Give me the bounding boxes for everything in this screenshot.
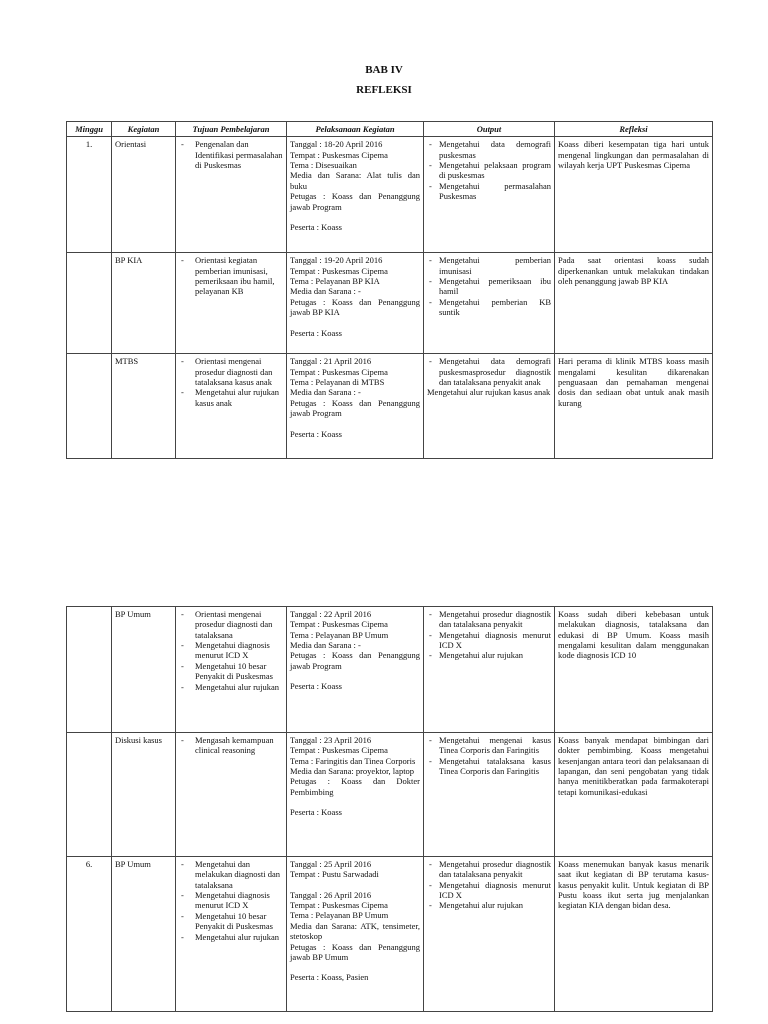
execution-line: Tempat : Puskesmas Cipema	[290, 619, 388, 630]
table-row	[67, 354, 713, 459]
goals-cell	[176, 857, 287, 1012]
reflection-cell: Koass menemukan banyak kasus menarik saat ikut kegiatan di BP terutama kasus-kasus penyakit kulit. Untuk kegiatan di BP Pustu koass ikut serta jug menjalankan kegiatan KIA dengan bidan desa.	[555, 857, 713, 1012]
execution-line: Peserta : Koass	[290, 428, 342, 439]
output-cell	[424, 857, 555, 1012]
execution-line: Tanggal : 25 April 2016	[290, 859, 372, 869]
activity-cell: BP Umum	[112, 607, 176, 733]
header-week: Minggu	[67, 122, 112, 137]
execution-line: Tanggal : 23 April 2016	[290, 735, 372, 745]
reflection-cell: Koass sudah diberi kebebasan untuk melakukan diagnosis, tatalaksana dan edukasi di BP Umum. Koass masih mengalami kesulitan dalam menggunakan kode diagnosis ICD 10	[555, 607, 713, 733]
output-item: - Mengetahui diagnosis menurut ICD X	[427, 630, 551, 651]
activity-cell: MTBS	[112, 354, 176, 459]
execution-line: Peserta : Koass	[290, 221, 342, 232]
goals-cell	[176, 253, 287, 354]
goal-item: - Mengetahui 10 besar Penyakit di Puskesmas	[179, 661, 283, 682]
goal-item: - Mengetahui diagnosis menurut ICD X	[179, 890, 283, 911]
output-cell	[424, 137, 555, 253]
goal-item: - Mengetahui 10 besar Penyakit di Puskesmas	[179, 911, 283, 932]
execution-line: Media dan Sarana: ATK, tensimeter, stetoskop	[290, 920, 420, 942]
execution-cell	[287, 607, 424, 733]
goal-item: - Orientasi mengenai prosedur diagnosti dan tatalaksana kasus anak	[179, 356, 283, 387]
table-header-row	[67, 122, 713, 137]
table-row	[67, 857, 713, 1012]
table-row	[67, 253, 713, 354]
header-execution: Pelaksanaan Kegiatan	[287, 122, 424, 137]
output-item: - Mengetahui pemberian imunisasi	[427, 255, 551, 276]
header-output: Output	[424, 122, 555, 137]
execution-line: Tempat : Puskesmas Cipema	[290, 366, 388, 377]
execution-line: Tanggal : 18-20 April 2016	[290, 139, 383, 150]
goal-item: - Mengetahui alur rujukan kasus anak	[179, 387, 283, 408]
header-goals: Tujuan Pembelajaran	[176, 122, 287, 137]
execution-line: Media dan Sarana: proyektor, laptop	[290, 766, 415, 777]
chapter-subtitle: REFLEKSI	[356, 84, 412, 96]
reflection-cell: Koass diberi kesempatan tiga hari untuk mengenal lingkungan dan permasalahan di wilayah kerja UPT Puskesmas Cipema	[555, 137, 713, 253]
execution-cell	[287, 253, 424, 354]
goals-cell	[176, 354, 287, 459]
week-cell	[67, 354, 112, 459]
goal-item: - Mengasah kemampuan clinical reasoning	[179, 735, 283, 756]
goals-cell	[176, 733, 287, 857]
reflection-cell: Hari perama di klinik MTBS koass masih mengalami kesulitan dikarenakan penguasaan dan pemahaman mengenai dosis dan sediaan obat untuk anak masih kurang	[555, 354, 713, 459]
execution-line: Peserta : Koass	[290, 327, 342, 338]
execution-line: Media dan Sarana : -	[290, 387, 361, 398]
goal-item: - Mengetahui dan melakukan diagnosti dan tatalaksana	[179, 859, 283, 890]
execution-cell	[287, 354, 424, 459]
goal-item: - Orientasi mengenai prosedur diagnosti dan tatalaksana	[179, 609, 283, 640]
week-cell	[67, 607, 112, 733]
table-row	[67, 733, 713, 857]
execution-line: Tema : Pelayanan BP Umum	[290, 910, 389, 921]
output-list	[427, 356, 551, 387]
execution-line: Petugas : Koass dan Penanggung jawab Program	[290, 397, 420, 419]
output-cell	[424, 607, 555, 733]
execution-line: Tempat : Puskesmas Cipema	[290, 149, 388, 160]
execution-line: Petugas : Koass dan Penanggung jawab Program	[290, 191, 420, 212]
reflection-cell: Pada saat orientasi koass sudah diperkenankan untuk melakukan tindakan oleh penanggung jawab BP KIA	[555, 253, 713, 354]
execution-line: Tempat : Puskesmas Cipema	[290, 900, 388, 911]
output-list	[427, 139, 551, 201]
header-reflection: Refleksi	[555, 122, 713, 137]
execution-line: Media dan Sarana: Alat tulis dan buku	[290, 170, 420, 191]
execution-line: Tema : Pelayanan BP KIA	[290, 276, 380, 287]
output-item: - Mengetahui mengenai kasus Tinea Corporis dan Faringitis	[427, 735, 551, 756]
activity-cell: BP Umum	[112, 857, 176, 1012]
execution-cell	[287, 733, 424, 857]
goals-cell	[176, 137, 287, 253]
execution-line: Peserta : Koass, Pasien	[290, 972, 369, 983]
goals-cell	[176, 607, 287, 733]
output-item: - Mengetahui alur rujukan	[427, 900, 551, 910]
execution-line: Petugas : Koass dan Dokter Pembimbing	[290, 776, 420, 797]
output-item: - Mengetahui tatalaksana kasus Tinea Corporis dan Faringitis	[427, 756, 551, 777]
output-cell	[424, 733, 555, 857]
table-row	[67, 137, 713, 253]
table-row	[67, 607, 713, 733]
week-cell	[67, 733, 112, 857]
reflection-table-part-1	[66, 121, 713, 459]
execution-line: Tema : Faringitis dan Tinea Corporis	[290, 755, 416, 766]
activity-cell: Diskusi kasus	[112, 733, 176, 857]
output-item: - Mengetahui pemberian KB suntik	[427, 297, 551, 318]
execution-cell	[287, 137, 424, 253]
output-item: - Mengetahui permasalahan Puskesmas	[427, 181, 551, 202]
execution-line: Peserta : Koass	[290, 681, 342, 692]
header-activity: Kegiatan	[112, 122, 176, 137]
execution-line: Petugas : Koass dan Penanggung jawab BP KIA	[290, 296, 420, 318]
execution-line: Tanggal : 21 April 2016	[290, 356, 372, 367]
chapter-title: BAB IV	[365, 64, 403, 76]
goals-list	[179, 609, 283, 692]
goal-item: - Pengenalan dan Identifikasi permasalahan di Puskesmas	[179, 139, 283, 170]
activity-cell: BP KIA	[112, 253, 176, 354]
output-cell	[424, 354, 555, 459]
goals-list	[179, 255, 283, 296]
week-cell: 1.	[67, 137, 112, 253]
execution-line: Tema : Pelayanan di MTBS	[290, 377, 385, 388]
output-item: - Mengetahui data demografi puskesmas	[427, 139, 551, 160]
goal-item: - Orientasi kegiatan pemberian imunisasi, pemeriksaan ibu hamil, pelayanan KB	[179, 255, 283, 296]
execution-line: Petugas : Koass dan Penanggung jawab BP Umum	[290, 941, 420, 962]
output-list	[427, 735, 551, 776]
execution-line: Tanggal : 19-20 April 2016	[290, 255, 383, 266]
output-item: - Mengetahui pelaksaan program di puskesmas	[427, 160, 551, 181]
execution-line: Tema : Disesuaikan	[290, 160, 357, 171]
execution-line: Tempat : Puskesmas Cipema	[290, 265, 388, 276]
execution-line: Tanggal : 22 April 2016	[290, 609, 372, 619]
execution-line: Petugas : Koass dan Penanggung jawab Program	[290, 650, 420, 671]
execution-line: Media dan Sarana : -	[290, 286, 361, 297]
week-cell: 6.	[67, 857, 112, 1012]
output-list	[427, 255, 551, 317]
execution-line: Media dan Sarana : -	[290, 640, 361, 651]
output-item: - Mengetahui diagnosis menurut ICD X	[427, 880, 551, 901]
output-note: Mengetahui alur rujukan kasus anak	[427, 387, 551, 398]
reflection-cell: Koass banyak mendapat bimbingan dari dokter pembimbing. Koass mengetahui kesenjangan antara teori dan pelaksanaan di lapangan, dan seni pengobatan yang tidak hanya menitikberatkan pada farmakoterapi tetapi komunikasi-edukasi	[555, 733, 713, 857]
output-item: - Mengetahui prosedur diagnostik dan tatalaksana penyakit	[427, 859, 551, 880]
output-item: - Mengetahui prosedur diagnostik dan tatalaksana penyakit	[427, 609, 551, 630]
execution-line: Tema : Pelayanan BP Umum	[290, 629, 389, 640]
goal-item: - Mengetahui diagnosis menurut ICD X	[179, 640, 283, 661]
execution-line: Tempat : Puskesmas Cipema	[290, 745, 388, 756]
goals-list	[179, 356, 283, 408]
goals-list	[179, 735, 283, 756]
goals-list	[179, 139, 283, 170]
output-item: - Mengetahui pemeriksaan ibu hamil	[427, 276, 551, 297]
output-item: - Mengetahui alur rujukan	[427, 650, 551, 660]
goals-list	[179, 859, 283, 942]
week-cell	[67, 253, 112, 354]
execution-line: Tempat : Pustu Sarwadadi	[290, 869, 379, 880]
execution-cell	[287, 857, 424, 1012]
reflection-table-part-2	[66, 606, 713, 1012]
output-list	[427, 859, 551, 911]
activity-cell: Orientasi	[112, 137, 176, 253]
output-cell	[424, 253, 555, 354]
output-item: - Mengetahui data demografi puskesmasprosedur diagnostik dan tatalaksana penyakit anak	[427, 356, 551, 387]
goal-item: - Mengetahui alur rujukan	[179, 682, 283, 692]
goal-item: - Mengetahui alur rujukan	[179, 932, 283, 942]
output-list	[427, 609, 551, 661]
execution-line: Tanggal : 26 April 2016	[290, 889, 372, 900]
execution-line: Peserta : Koass	[290, 807, 342, 818]
